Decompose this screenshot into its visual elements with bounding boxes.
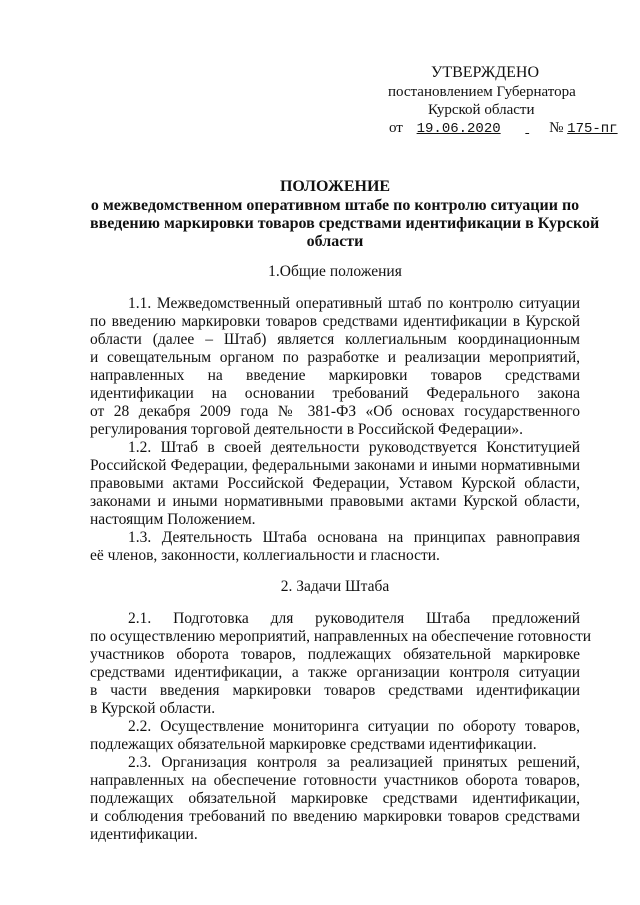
text-line: по введению маркировки товаров средствами идентификации в Курской	[90, 313, 580, 330]
text-line: 1.2. Штаб в своей деятельности руководствуется Конституцией	[128, 439, 580, 456]
approval-number: 175-пг	[567, 121, 618, 137]
section-heading: 1.Общие положения	[268, 263, 402, 280]
document-subtitle-line: о межведомственном оперативном штабе по контролю ситуации по	[90, 197, 580, 214]
approval-line-2: Курской области	[428, 102, 535, 118]
document-subtitle-line: области	[306, 233, 364, 250]
text-line: и совещательным органом по разработке и реализации мероприятий,	[90, 349, 580, 366]
approval-line-1: постановлением Губернатора	[388, 84, 576, 100]
text-line: настоящим Положением.	[90, 511, 256, 528]
text-line: подлежащих обязательной маркировке средствами идентификации,	[90, 790, 580, 807]
text-line: участников оборота товаров, подлежащих обязательной маркировке	[90, 646, 580, 663]
text-line: от 28 декабря 2009 года № 381-ФЗ «Об основах государственного	[90, 403, 580, 420]
text-line: 1.3. Деятельность Штаба основана на принципах равноправия	[128, 529, 580, 546]
approval-date-line	[389, 119, 618, 138]
text-line: подлежащих обязательной маркировке средствами идентификации.	[90, 736, 537, 753]
number-label: №	[549, 120, 564, 136]
text-line: Российской Федерации, федеральными законами и иными нормативными	[90, 457, 580, 474]
document-title: ПОЛОЖЕНИЕ	[279, 178, 391, 195]
text-line: направленных на обеспечение готовности участников оборота товаров,	[90, 772, 580, 789]
from-label: от	[389, 120, 403, 136]
text-line: её членов, законности, коллегиальности и гласности.	[90, 547, 440, 564]
text-line: в Курской области.	[90, 700, 216, 717]
text-line: законами и иными нормативными правовыми актами Курской области,	[90, 493, 580, 510]
text-line: направленных на введение маркировки товаров средствами	[90, 367, 580, 384]
text-line: идентификации.	[90, 826, 198, 843]
text-line: и соблюдения требований по введению маркировки товаров средствами	[90, 808, 580, 825]
text-line: средствами идентификации, а также организации контроля ситуации	[90, 664, 580, 681]
text-line: по осуществлению мероприятий, направленных на обеспечение готовности	[90, 628, 592, 645]
text-line: идентификации на основании требований Федерального закона	[90, 385, 580, 402]
text-line: правовыми актами Российской Федерации, Уставом Курской области,	[90, 475, 580, 492]
text-line: 2.2. Осуществление мониторинга ситуации по обороту товаров,	[128, 718, 580, 735]
text-line: в части введения маркировки товаров средствами идентификации	[90, 682, 580, 699]
text-line: 2.3. Организация контроля за реализацией принятых решений,	[128, 754, 580, 771]
text-line: области (далее – Штаб) является коллегиальным координационным	[90, 331, 580, 348]
text-line: 2.1. Подготовка для руководителя Штаба предложений	[128, 610, 580, 627]
section-heading: 2. Задачи Штаба	[280, 578, 390, 595]
text-line: регулирования торговой деятельности в Российской Федерации».	[90, 421, 523, 438]
text-line: 1.1. Межведомственный оперативный штаб по контролю ситуации	[128, 295, 580, 312]
approval-date: 19.06.2020	[416, 121, 501, 137]
approval-stamp: УТВЕРЖДЕНО	[431, 64, 540, 81]
document-subtitle-line: введению маркировки товаров средствами идентификации в Курской	[90, 215, 600, 232]
